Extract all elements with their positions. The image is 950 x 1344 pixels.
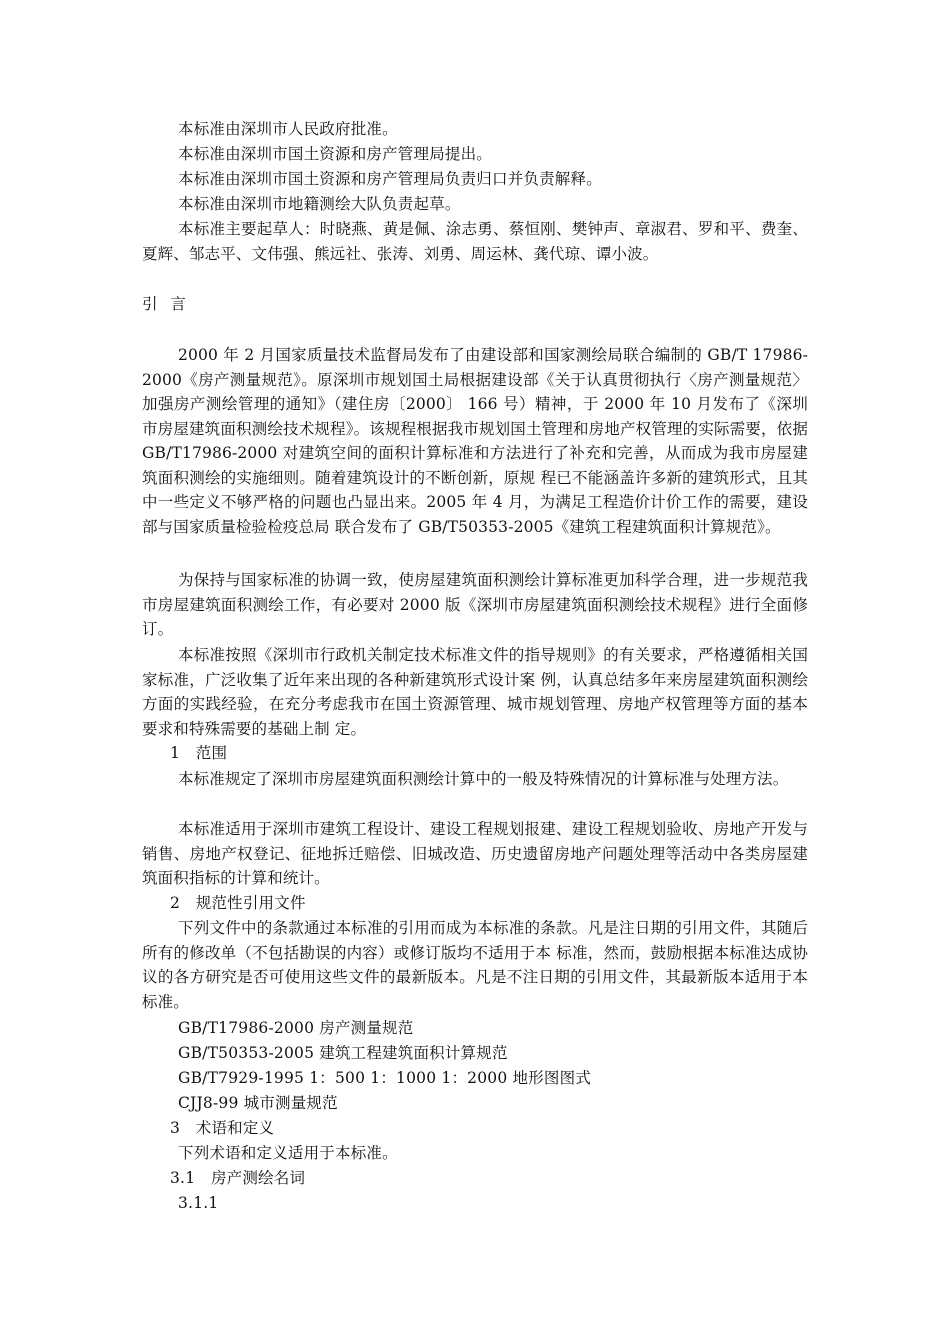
section-1-heading: 1 范围 [170, 744, 228, 762]
scope-paragraph-1: 本标准规定了深圳市房屋建筑面积测绘计算中的一般及特殊情况的计算标准与处理方法。 [178, 770, 789, 788]
intro-paragraph-2: 为保持与国家标准的协调一致，使房屋建筑面积测绘计算标准更加科学合理，进一步规范我市房屋建筑面积测绘工作，有必要对 2000 版《深圳市房屋建筑面积测绘技术规程》进行全面修订。 [142, 571, 808, 638]
intro-paragraph-3: 本标准按照《深圳市行政机关制定技术标准文件的指导规则》的有关要求，严格遵循相关国家标准，广泛收集了近年来出现的各种新建筑形式设计案 例，认真总结多年来房屋建筑面积测绘方面的实践经验，在充分考虑我市在国土资源管理、城市规划管理、房地产权管理等方面的基本要求和特殊需要的基础上制 定。 [142, 646, 808, 738]
section-2-heading: 2 规范性引用文件 [170, 894, 306, 912]
reference-item: GB/T50353-2005 建筑工程建筑面积计算规范 [178, 1044, 508, 1062]
approval-line: 本标准由深圳市人民政府批准。 [178, 120, 398, 138]
interpretation-line: 本标准由深圳市国土资源和房产管理局负责归口并负责解释。 [178, 170, 602, 188]
reference-item: CJJ8-99 城市测量规范 [178, 1094, 338, 1112]
drafters-paragraph: 本标准主要起草人：时晓燕、黄是佩、涂志勇、蔡恒刚、樊钟声、章淑君、罗和平、费奎、夏辉、邹志平、文伟强、熊远社、张涛、刘勇、周运林、龚代琼、谭小波。 [142, 220, 808, 263]
section-3-heading: 3 术语和定义 [170, 1119, 275, 1137]
intro-paragraph-1: 2000 年 2 月国家质量技术监督局发布了由建设部和国家测绘局联合编制的 GB/T 17986-2000《房产测量规范》。原深圳市规划国土局根据建设部《关于认真贯彻执行〈房产测量规范〉加强房产测绘管理的通知》（建住房〔2000〕 166 号）精神，于 2000 年 10 月发布了《深圳市房屋建筑面积测绘技术规程》。该规程根据我市规划国土管理和房地产权管理的实际需要，依据 GB/T17986-2000 对建筑空间的面积计算标准和方法进行了补充和完善，从而成为我市房屋建筑面积测绘的实施细则。随着建筑设计的不断创新，原规 程已不能涵盖许多新的建筑形式，且其中一些定义不够严格的问题也凸显出来。2005 年 4 月，为满足工程造价计价工作的需要，建设部与国家质量检验检疫总局 联合发布了 GB/T50353-2005《建筑工程建筑面积计算规范》。 [142, 346, 808, 536]
subsection-3-1-1-number: 3.1.1 [178, 1194, 219, 1212]
reference-item: GB/T17986-2000 房产测量规范 [178, 1019, 414, 1037]
terms-intro-line: 下列术语和定义适用于本标准。 [178, 1144, 398, 1162]
subsection-3-1-heading: 3.1 房产测绘名词 [170, 1169, 306, 1187]
reference-item: GB/T7929-1995 1：500 1：1000 1：2000 地形图图式 [178, 1069, 592, 1087]
proposer-line: 本标准由深圳市国土资源和房产管理局提出。 [178, 145, 493, 163]
references-intro-paragraph: 下列文件中的条款通过本标准的引用而成为本标准的条款。凡是注日期的引用文件，其随后所有的修改单（不包括勘误的内容）或修订版均不适用于本 标准，然而，鼓励根据本标准达成协议的各方研究是否可使用这些文件的最新版本。凡是不注日期的引用文件，其最新版本适用于本标准。 [142, 919, 808, 1011]
drafting-unit-line: 本标准由深圳市地籍测绘大队负责起草。 [178, 195, 461, 213]
intro-heading: 引 言 [142, 295, 190, 313]
scope-paragraph-2: 本标准适用于深圳市建筑工程设计、建设工程规划报建、建设工程规划验收、房地产开发与销售、房地产权登记、征地拆迁赔偿、旧城改造、历史遗留房地产问题处理等活动中各类房屋建筑面积指标的计算和统计。 [142, 820, 808, 887]
